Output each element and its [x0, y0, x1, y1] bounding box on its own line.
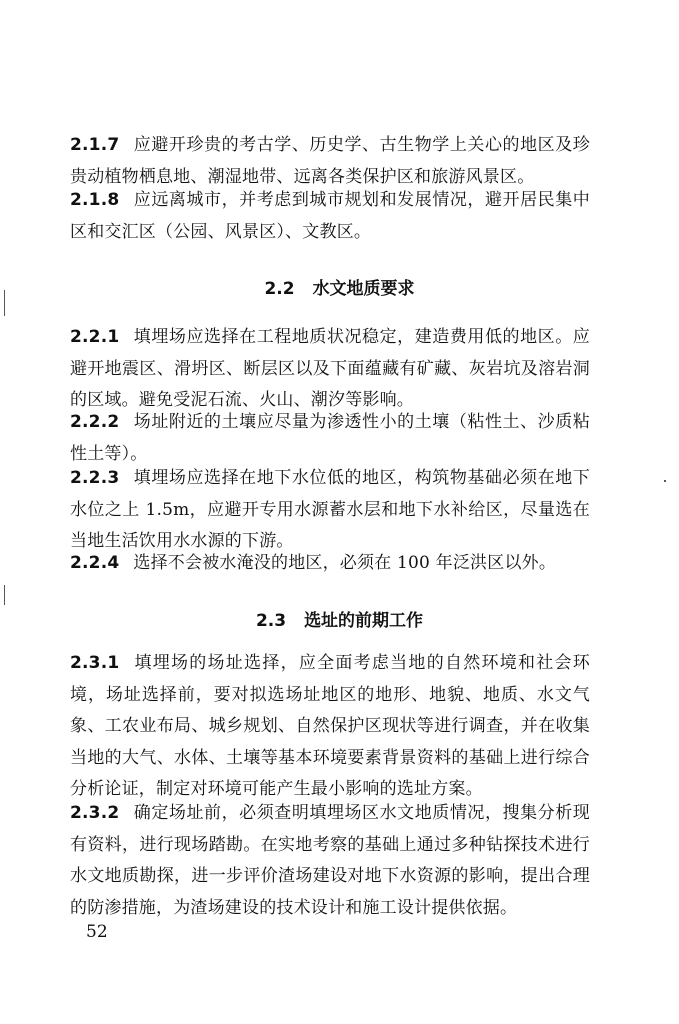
clause-text: 确定场址前，必须查明填埋场区水文地质情况，搜集分析现有资料，进行现场踏勘。在实地考察的基础上通过多种钻探技术进行水文地质勘探，进一步评价渣场建设对地下水资源的影响，提出合理的防渗措施，为渣场建设的技术设计和施工设计提供依据。	[70, 803, 590, 918]
clause-number: 2.2.1	[70, 327, 120, 347]
scan-edge-mark	[4, 290, 5, 316]
clause-number: 2.2.3	[70, 468, 120, 488]
clause-text: 选择不会被水淹没的地区，必须在 100 年泛洪区以外。	[133, 553, 557, 573]
clause-number: 2.1.7	[70, 135, 120, 155]
clause-text: 填埋场应选择在地下水位低的地区，构筑物基础必须在地下水位之上 1.5m，应避开专用水源蓄水层和地下水补给区，尽量选在当地生活饮用水水源的下游。	[70, 468, 590, 551]
clause-number: 2.2.2	[70, 412, 120, 432]
section-heading-2-2	[0, 274, 679, 299]
clause-text: 填埋场的场址选择，应全面考虑当地的自然环境和社会环境，场址选择前，要对拟选场址地区的地形、地貌、地质、水文气象、工农业布局、城乡规划、自然保护区现状等进行调查，并在收集当地的大气、水体、土壤等基本环境要素背景资料的基础上进行综合分析论证，制定对环境可能产生最小影响的选址方案。	[70, 653, 590, 799]
clause-2-1-7	[70, 130, 590, 193]
clause-text: 应避开珍贵的考古学、历史学、古生物学上关心的地区及珍贵动植物栖息地、潮湿地带、远离各类保护区和旅游风景区。	[70, 135, 590, 187]
clause-number: 2.3.2	[70, 803, 120, 823]
page-number: 52	[86, 922, 108, 942]
section-title: 选址的前期工作	[304, 611, 424, 631]
scan-dust-mark	[664, 480, 666, 482]
clause-2-2-1	[70, 322, 590, 417]
scan-edge-mark	[4, 585, 5, 605]
clause-number: 2.3.1	[70, 653, 120, 673]
clause-number: 2.1.8	[70, 190, 120, 210]
section-title: 水文地质要求	[312, 279, 415, 299]
clause-text: 填埋场应选择在工程地质状况稳定，建造费用低的地区。应避开地震区、滑坍区、断层区以及下面蕴藏有矿藏、灰岩坑及溶岩洞的区域。避免受泥石流、火山、潮汐等影响。	[70, 327, 590, 410]
clause-number: 2.2.4	[70, 553, 120, 573]
section-number: 2.3	[255, 611, 287, 631]
clause-2-2-4	[70, 548, 590, 580]
clause-2-2-3	[70, 463, 590, 558]
clause-text: 场址附近的土壤应尽量为渗透性小的土壤（粘性土、沙质粘性土等）。	[70, 412, 590, 464]
section-heading-2-3	[0, 606, 679, 631]
clause-2-3-2	[70, 798, 590, 924]
clause-2-2-2	[70, 407, 590, 470]
clause-2-3-1	[70, 648, 590, 806]
clause-text: 应远离城市，并考虑到城市规划和发展情况，避开居民集中区和交汇区（公园、风景区）、文教区。	[70, 190, 590, 242]
section-number: 2.2	[264, 279, 295, 299]
clause-2-1-8	[70, 185, 590, 248]
